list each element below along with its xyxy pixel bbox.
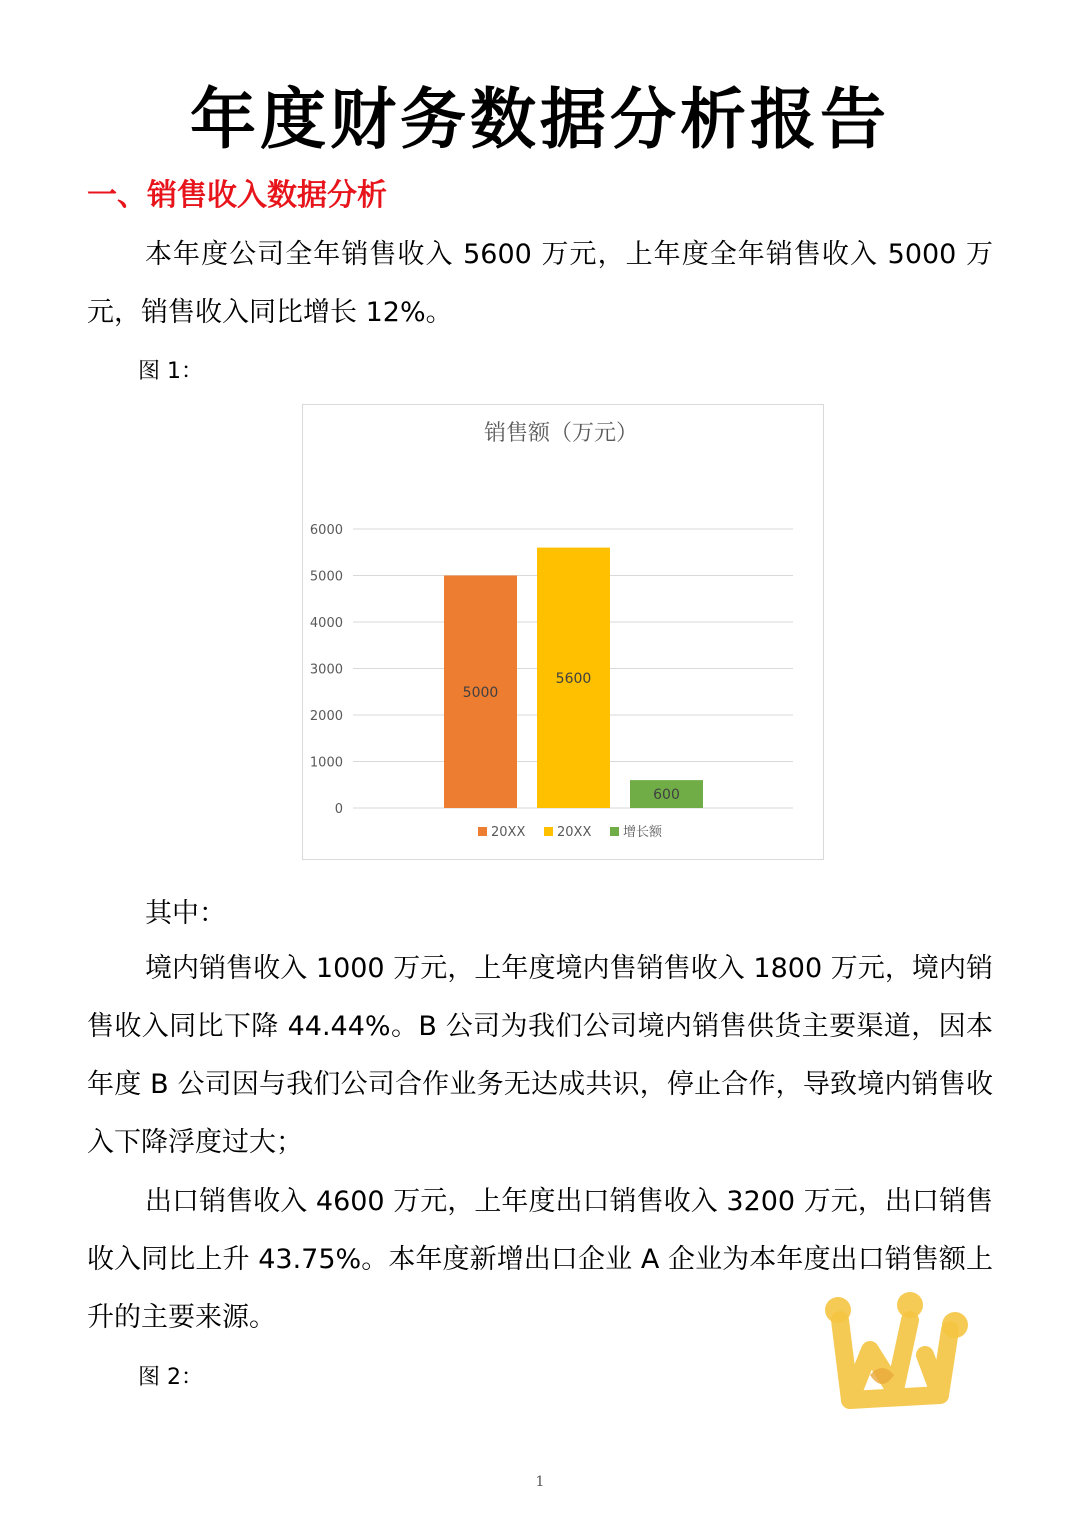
page-number: 1: [535, 1474, 545, 1490]
y-tick-label: 3000: [309, 662, 343, 678]
chart-title: 销售额（万元）: [483, 421, 639, 446]
sales-chart: [302, 404, 824, 860]
y-tick-label: 1000: [309, 755, 343, 771]
among-label: 其中：: [145, 898, 226, 929]
sales-chart-svg: [303, 405, 822, 858]
legend-swatch: [610, 827, 619, 836]
bar-data-label: 5600: [555, 670, 592, 687]
y-tick-label: 0: [334, 802, 343, 817]
legend-swatch: [478, 827, 487, 836]
crown-icon: [810, 1280, 980, 1430]
paragraph-domestic-sales: 境内销售收入 1000 万元，上年度境内售销售收入 1800 万元，境内销售收入同比下降 44.44%。B 公司为我们公司境内销售供货主要渠道，因本年度 B 公司因与我们公司合作业务无达成共识，停止合作，导致境内销售收入下降浮度过大；: [87, 953, 993, 1158]
bar-data-label: 5000: [462, 684, 499, 701]
y-tick-label: 4000: [309, 616, 343, 631]
chart-bars: [444, 548, 703, 808]
legend-label: 20XX: [557, 825, 592, 840]
chart-legend: [478, 824, 663, 840]
figure-2-label: 图 2：: [138, 1365, 203, 1390]
chart-y-axis: [310, 523, 343, 817]
y-tick-label: 5000: [309, 569, 343, 585]
bar-data-label: 600: [653, 787, 680, 804]
section-heading-sales: 一、销售收入数据分析: [87, 178, 387, 213]
paragraph-sales-summary: 本年度公司全年销售收入 5600 万元，上年度全年销售收入 5000 万元，销售收入同比增长 12%。: [87, 239, 993, 328]
y-tick-label: 2000: [309, 709, 343, 724]
figure-1-label: 图 1：: [138, 359, 203, 384]
legend-swatch: [544, 827, 553, 836]
paragraph-export-sales: 出口销售收入 4600 万元，上年度出口销售收入 3200 万元，出口销售收入同比上升 43.75%。本年度新增出口企业 A 企业为本年度出口销售额上升的主要来源。: [87, 1186, 993, 1333]
y-tick-label: 6000: [309, 523, 343, 538]
legend-label: 20XX: [491, 825, 526, 840]
document-title: 年度财务数据分析报告: [190, 81, 890, 158]
legend-label: 增长额: [623, 825, 663, 840]
